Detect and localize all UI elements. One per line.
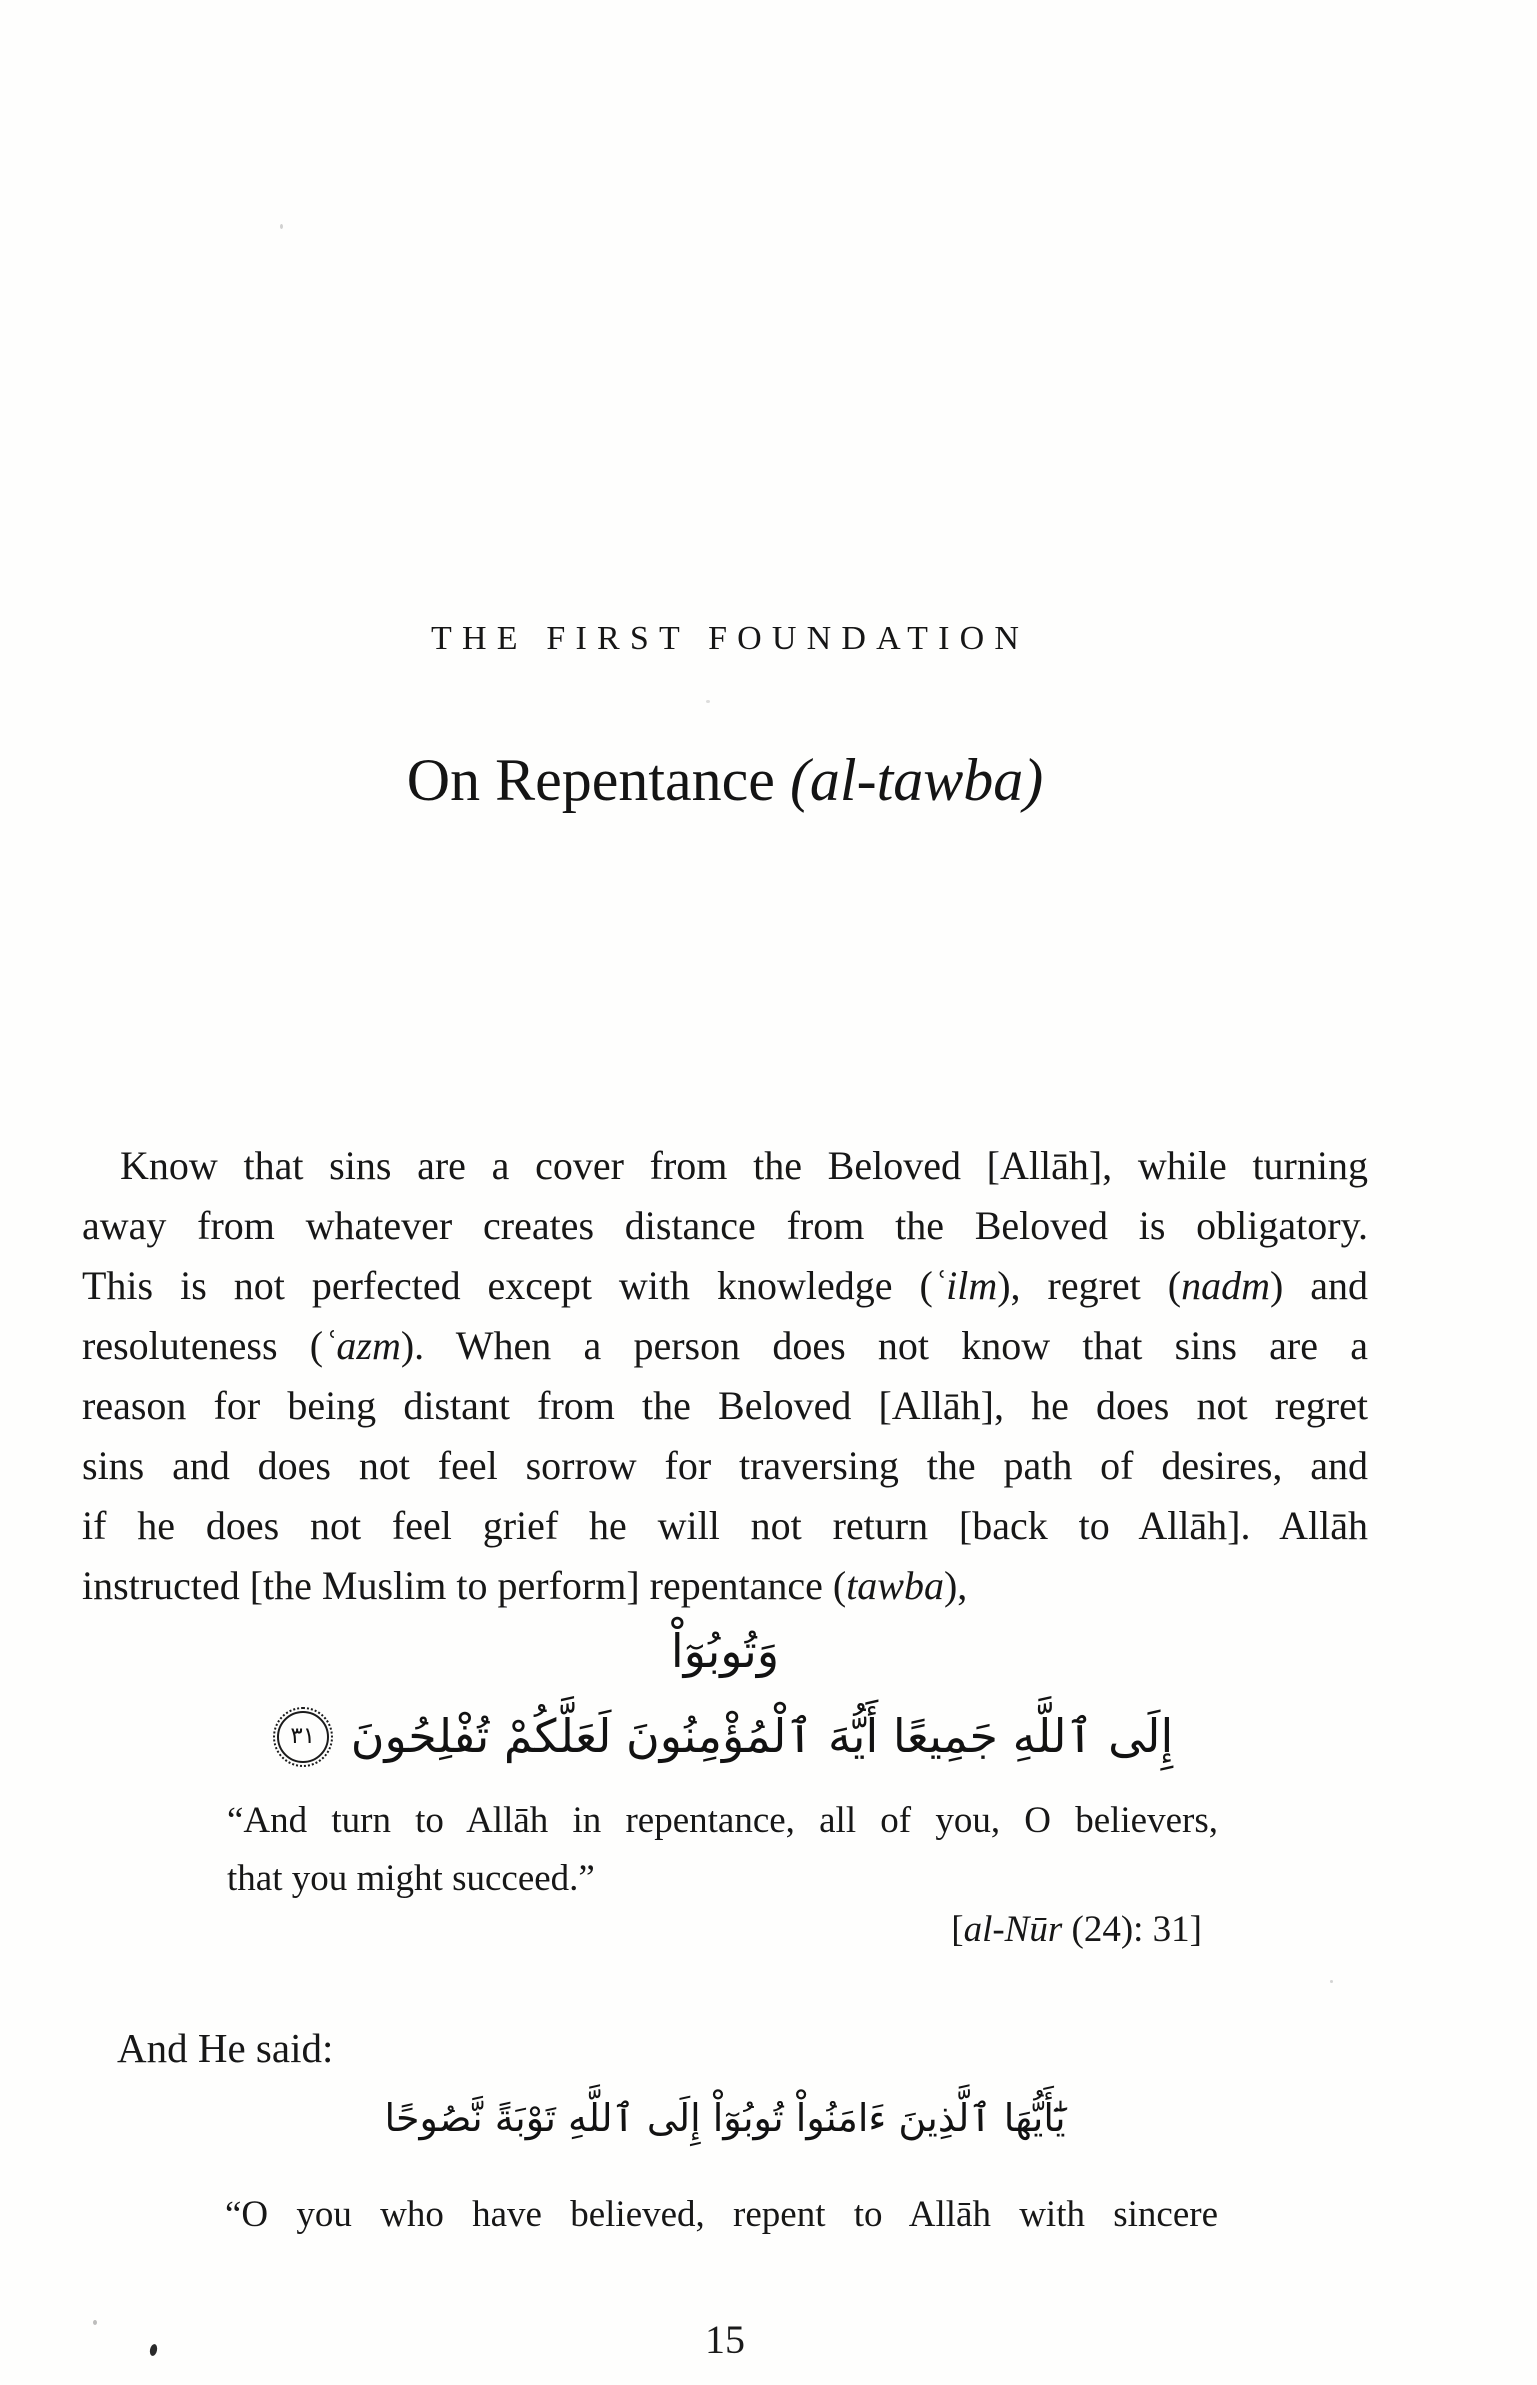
citation-surah-name: al-Nūr: [963, 1909, 1063, 1950]
quran-verse-arabic-line-1: وَتُوبُوٓاْ: [670, 1624, 780, 1678]
chapter-title-main: On Repentance: [406, 747, 790, 813]
chapter-title-transliteration: (al-tawba): [789, 747, 1044, 813]
scan-speck: [706, 700, 710, 703]
text-line: instructed [the Muslim to perform] repentance (tawba),: [82, 1563, 968, 1608]
verse-translation-1: [227, 1792, 1218, 1908]
quran-verse-arabic-line-2: [82, 1696, 1368, 1776]
text-line: that you might succeed.”: [227, 1858, 595, 1899]
text-line: sins and does not feel sorrow for traversing the path of desires, and: [82, 1443, 1368, 1488]
verse-translation-2: [225, 2186, 1218, 2244]
scan-speck: [1330, 1980, 1333, 1983]
text-line: “O you who have believed, repent to Allāh with sincere: [225, 2194, 1218, 2235]
quran-verse-arabic-2: يَٰٓأَيُّهَا ٱلَّذِينَ ءَامَنُواْ تُوبُوٓاْ إِلَى ٱللَّهِ تَوْبَةً نَّصُوحًا: [384, 2096, 1066, 2140]
text-line: reason for being distant from the Beloved [Allāh], he does not regret: [82, 1383, 1368, 1428]
text-line: if he does not feel grief he will not return [back to Allāh]. Allāh: [82, 1503, 1368, 1548]
page-number: 15: [705, 2317, 745, 2362]
body-paragraph: [82, 1136, 1368, 1616]
ayah-number-ornament: ٣١: [277, 1711, 329, 1763]
citation-open-bracket: [: [951, 1909, 964, 1950]
verse-citation: [227, 1908, 1202, 1951]
text-line: This is not perfected except with knowledge (ʿilm), regret (nadm) and: [82, 1263, 1368, 1308]
speech-intro: And He said:: [117, 2025, 334, 2071]
scan-speck: [280, 224, 283, 229]
arabic-verse-text: إِلَى ٱللَّهِ جَمِيعًا أَيُّهَ ٱلْمُؤْمِنُونَ لَعَلَّكُمْ تُفْلِحُونَ: [350, 1709, 1174, 1763]
chapter-header: THE FIRST FOUNDATION: [431, 620, 1030, 657]
chapter-title: [82, 746, 1368, 815]
scan-speck: [93, 2320, 97, 2325]
citation-reference: (24): 31]: [1062, 1909, 1202, 1950]
text-line: “And turn to Allāh in repentance, all of you, O believers,: [227, 1800, 1218, 1841]
text-line: resoluteness (ʿazm). When a person does not know that sins are a: [82, 1323, 1368, 1368]
text-line: away from whatever creates distance from the Beloved is obligatory.: [82, 1203, 1368, 1248]
text-line: Know that sins are a cover from the Beloved [Allāh], while turning: [120, 1143, 1368, 1188]
